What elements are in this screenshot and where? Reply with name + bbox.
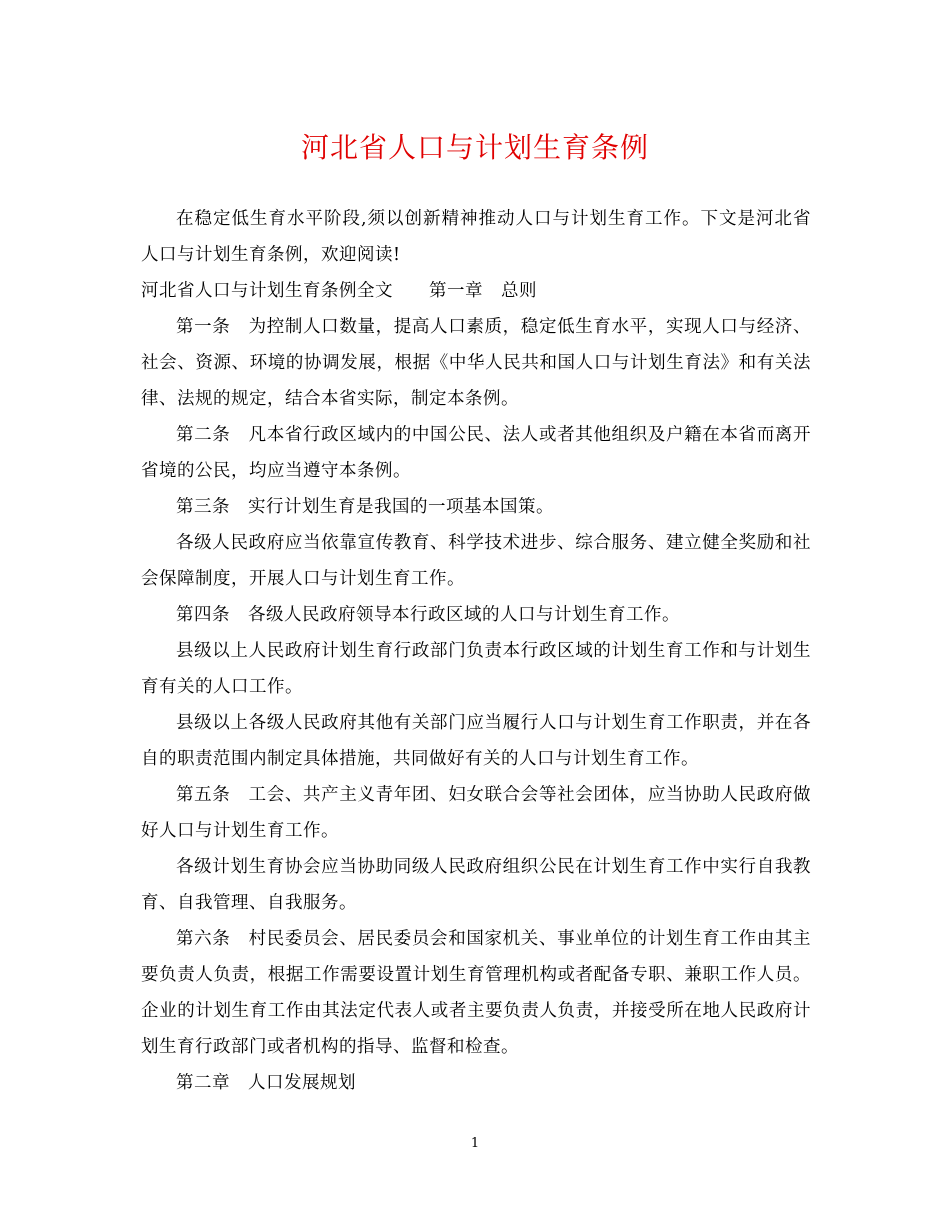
paragraph-article-6: 第六条 村民委员会、居民委员会和国家机关、事业单位的计划生育工作由其主要负责人负责，根据工作需要设置计划生育管理机构或者配备专职、兼职工作人员。企业的计划生育工作由其法定代表人或者主要负责人负责，并接受所在地人民政府计划生育行政部门或者机构的指导、监督和检查。 (141, 929, 811, 1057)
paragraph-article-5-detail: 各级计划生育协会应当协助同级人民政府组织公民在计划生育工作中实行自我教育、自我管理、自我服务。 (141, 857, 811, 913)
paragraph-article-5: 第五条 工会、共产主义青年团、妇女联合会等社会团体，应当协助人民政府做好人口与计划生育工作。 (141, 785, 811, 841)
paragraph-chapter-2-heading: 第二章 人口发展规划 (176, 1073, 356, 1093)
paragraph-article-4-detail-1: 县级以上人民政府计划生育行政部门负责本行政区域的计划生育工作和与计划生育有关的人口工作。 (141, 641, 811, 697)
paragraph-article-1: 第一条 为控制人口数量，提高人口素质，稳定低生育水平，实现人口与经济、社会、资源、环境的协调发展，根据《中华人民共和国人口与计划生育法》和有关法律、法规的规定，结合本省实际，制定本条例。 (141, 317, 811, 409)
paragraph-article-3-detail: 各级人民政府应当依靠宣传教育、科学技术进步、综合服务、建立健全奖励和社会保障制度，开展人口与计划生育工作。 (141, 533, 811, 589)
paragraph-article-4-detail-2: 县级以上各级人民政府其他有关部门应当履行人口与计划生育工作职责，并在各自的职责范围内制定具体措施，共同做好有关的人口与计划生育工作。 (141, 713, 811, 769)
page-number: 1 (470, 1136, 480, 1151)
paragraph-article-2: 第二条 凡本省行政区域内的中国公民、法人或者其他组织及户籍在本省而离开省境的公民，均应当遵守本条例。 (141, 425, 811, 481)
paragraph-article-4: 第四条 各级人民政府领导本行政区域的人口与计划生育工作。 (176, 605, 680, 625)
document-title: 河北省人口与计划生育条例 (300, 131, 649, 164)
paragraph-article-3: 第三条 实行计划生育是我国的一项基本国策。 (176, 497, 554, 517)
paragraph-intro: 在稳定低生育水平阶段,须以创新精神推动人口与计划生育工作。下文是河北省人口与计划生育条例，欢迎阅读! (141, 209, 811, 265)
paragraph-chapter-heading: 河北省人口与计划生育条例全文 第一章 总则 (141, 281, 537, 301)
document-body (141, 201, 811, 1101)
